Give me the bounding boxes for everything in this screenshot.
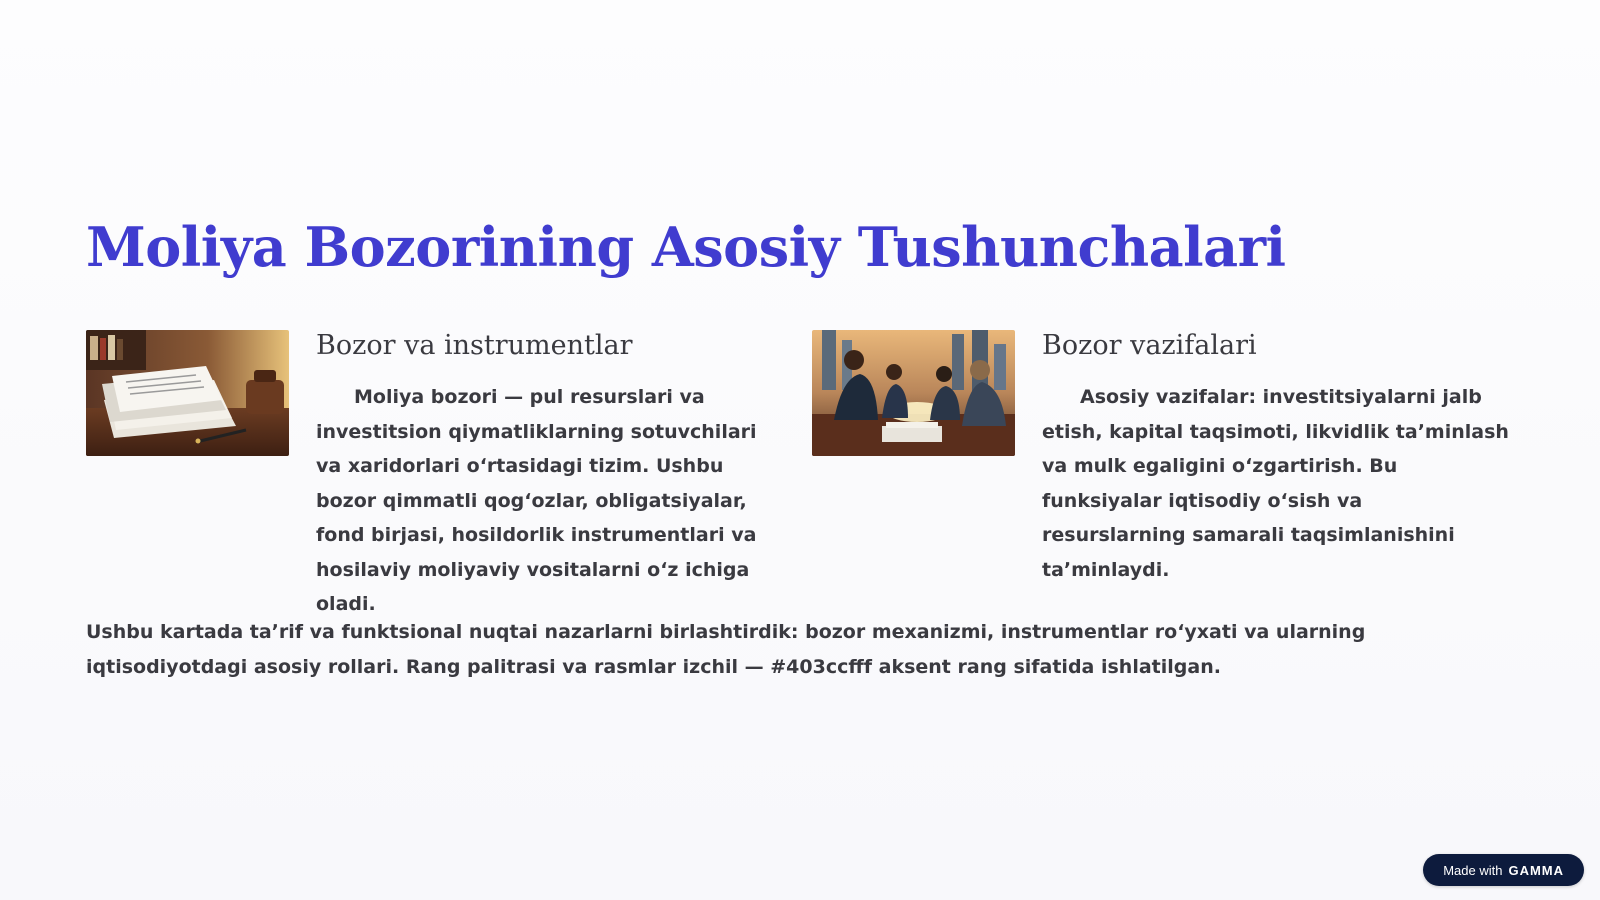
documents-and-gavel-illustration-icon [86,330,289,456]
card-text: Moliya bozori — pul resurslari va investitsion qiymatliklarning sotuvchilari va xaridorlari oʻrtasidagi tizim. Ushbu bozor qimmatli qogʻozlar, obligatsiyalar, fond birjasi, hosildorlik instrumentlari va hosilaviy moliyaviy vositalarni oʻz ichiga oladi. [316,386,757,616]
card-heading: Bozor vazifalari [1042,330,1257,361]
card-heading: Bozor va instrumentlar [316,330,633,361]
slide-title: Moliya Bozorining Asosiy Tushunchalari [86,215,1286,279]
card-body [1042,330,1512,587]
gamma-logo: GAMMA [1508,862,1564,878]
business-meeting-illustration-icon [812,330,1015,456]
card-body [316,330,786,622]
badge-prefix: Made with [1443,862,1503,878]
card-text: Asosiy vazifalar: investitsiyalarni jalb etish, kapital taqsimoti, likvidlik taʼminlash va mulk egaligini oʻzgartirish. Bu funksiyalar iqtisodiy oʻsish va resurslarning samarali taqsimlanishini taʼminlaydi. [1042,386,1509,581]
summary-text: Ushbu kartada taʼrif va funktsional nuqtai nazarlarni birlashtirdik: bozor mexanizmi, instrumentlar roʻyxati va ularning iqtisodiyotdagi asosiy rollari. Rang palitrasi va rasmlar izchil — #403ccfff aksent rang sifatida ishlatilgan. [86,621,1366,678]
made-with-gamma-badge[interactable] [1423,854,1584,886]
